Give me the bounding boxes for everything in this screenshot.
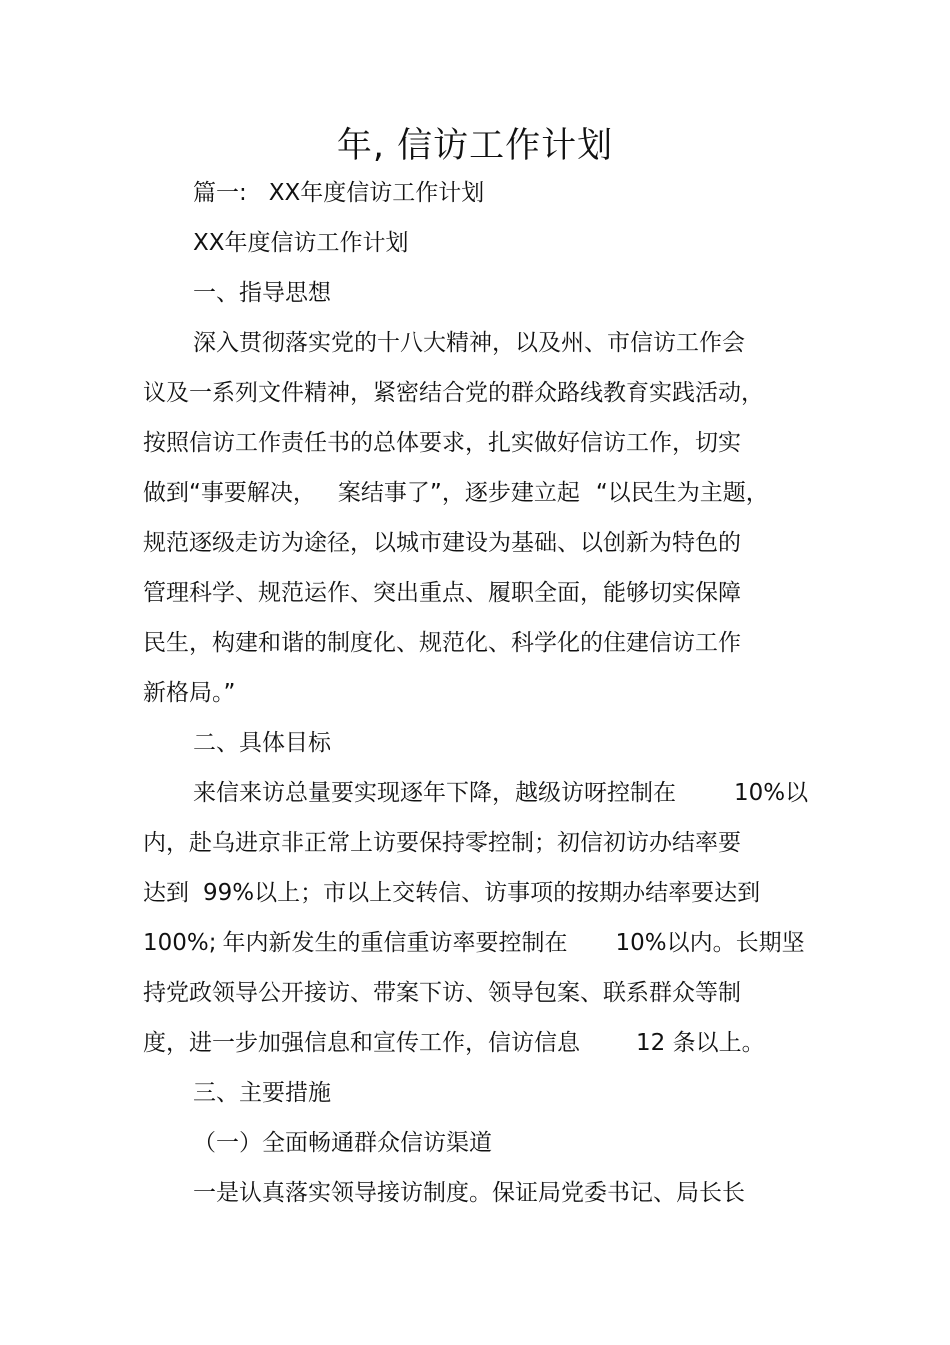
subsection-heading: （一）全面畅通群众信访渠道 xyxy=(193,1130,492,1156)
text-segment: 度，进一步加强信息和宣传工作，信访信息 xyxy=(143,1030,580,1056)
text-segment: “以民生为主题， xyxy=(595,480,769,506)
paragraph-line: 新格局。” xyxy=(143,680,236,706)
text-segment: 做到“事要解决， xyxy=(143,480,316,506)
plan-title: XX年度信访工作计划 xyxy=(193,230,409,256)
text-segment: 年内新发生的重信重访率要控制在 xyxy=(222,930,568,956)
paragraph-line xyxy=(143,1028,765,1058)
text-segment: 100%; xyxy=(143,930,217,956)
paragraph-line: 深入贯彻落实党的十八大精神，以及州、市信访工作会 xyxy=(193,330,745,356)
paragraph-line: 持党政领导公开接访、带案下访、领导包案、联系群众等制 xyxy=(143,980,741,1006)
paragraph-line xyxy=(193,778,808,808)
paragraph-line xyxy=(143,928,805,958)
paragraph-line: 内，赴乌进京非正常上访要保持零控制；初信初访办结率要 xyxy=(143,830,741,856)
article-number: 篇一: xyxy=(193,180,247,206)
paragraph-line xyxy=(143,478,769,508)
text-segment: 达到 xyxy=(143,880,189,906)
article-heading xyxy=(193,178,484,208)
document-title: 年, 信访工作计划 xyxy=(336,126,614,166)
paragraph-line: 管理科学、规范运作、突出重点、履职全面，能够切实保障 xyxy=(143,580,741,606)
paragraph-line: 一是认真落实领导接访制度。保证局党委书记、局长长 xyxy=(193,1180,745,1206)
paragraph-line xyxy=(143,878,760,908)
paragraph-line: 民生，构建和谐的制度化、规范化、科学化的住建信访工作 xyxy=(143,630,741,656)
article-title: XX年度信访工作计划 xyxy=(268,180,485,206)
text-segment: 99%以上；市以上交转信、访事项的按期办结率要达到 xyxy=(203,880,761,906)
text-segment: 10%以 xyxy=(734,780,809,806)
text-segment: 来信来访总量要实现逐年下降，越级访呀控制在 xyxy=(193,780,676,806)
section-heading-guiding: 一、指导思想 xyxy=(193,280,331,306)
section-heading-goals: 二、具体目标 xyxy=(193,730,331,756)
section-heading-measures: 三、主要措施 xyxy=(193,1080,331,1106)
text-segment: 案结事了”，逐步建立起 xyxy=(337,480,580,506)
paragraph-line: 规范逐级走访为途径，以城市建设为基础、以创新为特色的 xyxy=(143,530,741,556)
text-segment: 10%以内。长期坚 xyxy=(615,930,805,956)
paragraph-line: 按照信访工作责任书的总体要求，扎实做好信访工作，切实 xyxy=(143,430,741,456)
paragraph-line: 议及一系列文件精神，紧密结合党的群众路线教育实践活动， xyxy=(143,380,764,406)
text-segment: 12 条以上。 xyxy=(636,1030,765,1056)
